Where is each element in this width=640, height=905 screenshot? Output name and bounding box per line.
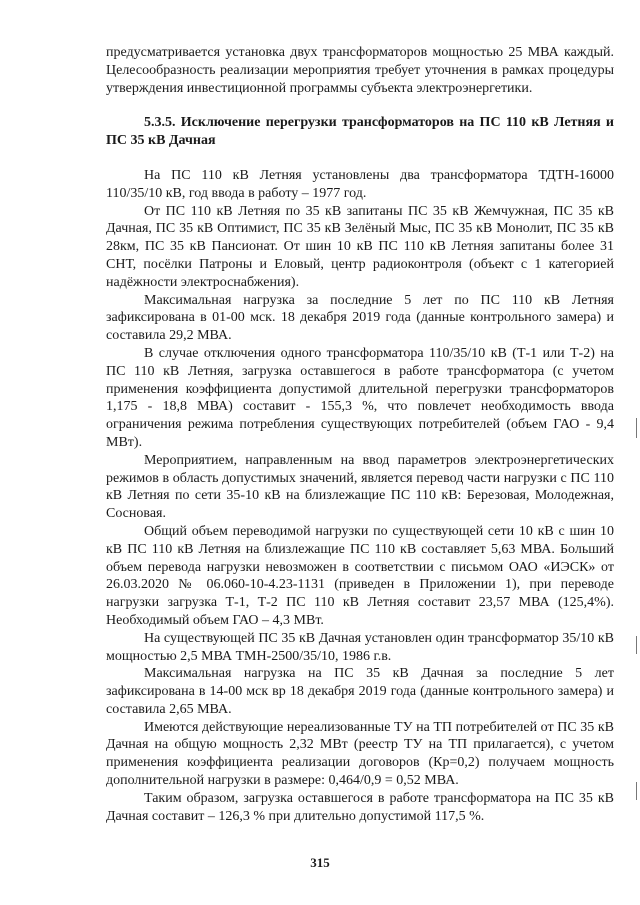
- paragraph: Таким образом, загрузка оставшегося в работе трансформатора на ПС 35 кВ Дачная составит – 126,3 % при длительно допустимой 117,5 %.: [106, 790, 614, 824]
- document-page: [106, 44, 614, 825]
- paragraph: Максимальная нагрузка за последние 5 лет по ПС 110 кВ Летняя зафиксирована в 01-00 мск. 18 декабря 2019 года (данные контрольного замера) и составила 29,2 МВА.: [106, 292, 614, 344]
- scan-edge-mark: [636, 418, 637, 438]
- paragraph: Имеются действующие нереализованные ТУ на ТП потребителей от ПС 35 кВ Дачная на общую мощность 2,32 МВт (реестр ТУ на ТП прилагается), с учетом применения коэффициента реализации договоров (Кр=0,2) получаем мощность дополнительной нагрузки в размере: 0,464/0,9 = 0,52 МВА.: [106, 719, 614, 789]
- intro-paragraph: предусматривается установка двух трансформаторов мощностью 25 МВА каждый. Целесообразность реализации мероприятия требует уточнения в рамках процедуры утверждения инвестиционной программы субъекта электроэнергетики.: [106, 45, 614, 96]
- scan-edge-mark: [636, 636, 637, 654]
- paragraph: Максимальная нагрузка на ПС 35 кВ Дачная за последние 5 лет зафиксирована в 14-00 мск вр 18 декабря 2019 года (данные контрольного замера) и составила 2,65 МВА.: [106, 666, 614, 717]
- paragraph: На ПС 110 кВ Летняя установлены два трансформатора ТДТН-16000 110/35/10 кВ, год ввода в работу – 1977 год.: [106, 167, 614, 201]
- paragraph: От ПС 110 кВ Летняя по 35 кВ запитаны ПС 35 кВ Жемчужная, ПС 35 кВ Дачная, ПС 35 кВ Оптимист, ПС 35 кВ Зелёный Мыс, ПС 35 кВ Монолит, ПС 35 кВ 28км, ПС 35 кВ Пансионат. От шин 10 кВ ПС 110 кВ Летняя запитаны более 31 СНТ, посёлки Патроны и Еловый, центр радиоконтроля (объект с 1 категорией надёжности электроснабжения).: [106, 203, 614, 290]
- paragraph: Общий объем переводимой нагрузки по существующей сети 10 кВ с шин 10 кВ ПС 110 кВ Летняя на близлежащие ПС 110 кВ составляет 5,63 МВА. Больший объем перевода нагрузки невозможен в соответствии с письмом ОАО «ИЭСК» от 26.03.2020 № 06.060-10-4.23-1131 (приведен в Приложении 1), при переводе нагрузки загрузка Т-1, Т-2 ПС 110 кВ Летняя составит 23,57 МВА (125,4%). Необходимый объем ГАО – 4,3 МВт.: [106, 523, 614, 628]
- scan-edge-mark: [636, 782, 637, 800]
- paragraph: Мероприятием, направленным на ввод параметров электроэнергетических режимов в область допустимых значений, является перевод части нагрузки с ПС 110 кВ Летняя по сети 35-10 кВ на близлежащие ПС 110 кВ: Березовая, Молодежная, Сосновая.: [106, 452, 614, 522]
- paragraph: В случае отключения одного трансформатора 110/35/10 кВ (Т-1 или Т-2) на ПС 110 кВ Летняя, загрузка оставшегося в работе трансформатора (с учетом применения коэффициента допустимой длительной перегрузки трансформаторов 1,175 - 18,8 МВА) составит - 155,3 %, что повлечет необходимость ввода ограничения режима потребления существующих потребителей (объем ГАО - 9,4 МВт).: [106, 345, 614, 450]
- page-number: 315: [310, 855, 330, 870]
- paragraph: На существующей ПС 35 кВ Дачная установлен один трансформатор 35/10 кВ мощностью 2,5 МВА ТМН-2500/35/10, 1986 г.в.: [106, 630, 614, 664]
- section-heading: 5.3.5. Исключение перегрузки трансформаторов на ПС 110 кВ Летняя и ПС 35 кВ Дачная: [106, 115, 614, 149]
